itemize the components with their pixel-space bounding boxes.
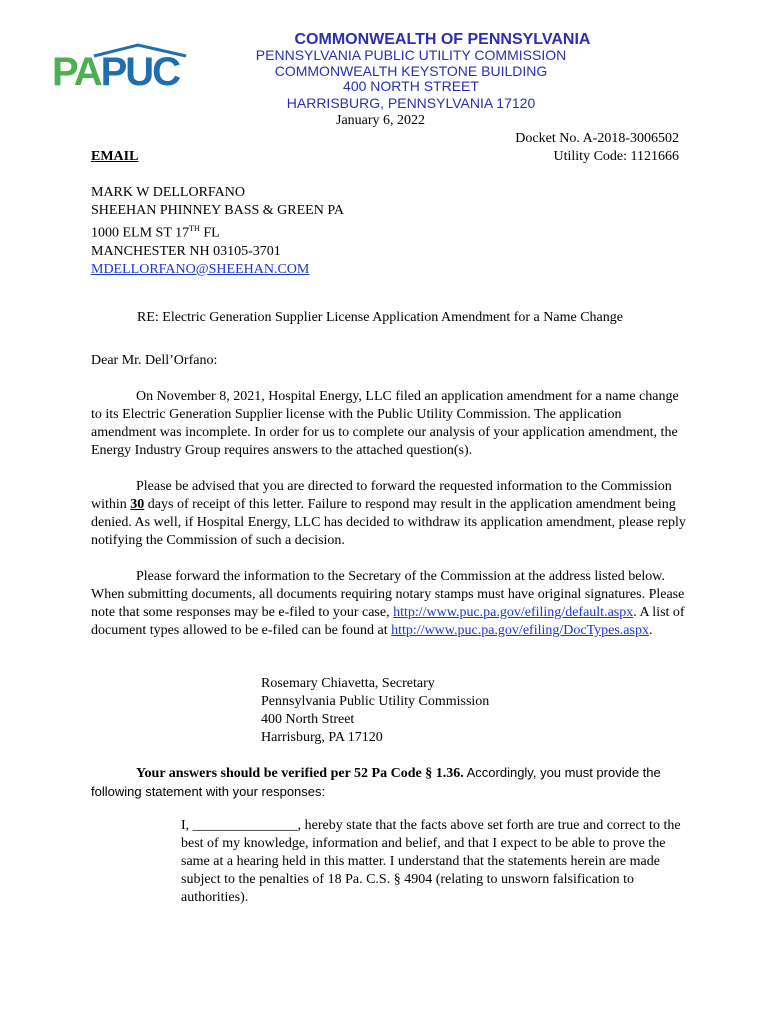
re-line: RE: Electric Generation Supplier License Application Amendment for a Name Change	[137, 310, 623, 325]
paragraph-submission-text	[91, 568, 686, 640]
secretary-city: Harrisburg, PA 17120	[261, 730, 383, 745]
efiling-link[interactable]: http://www.puc.pa.gov/efiling/default.aspx	[393, 605, 634, 620]
street-floor: FL	[199, 225, 220, 241]
paragraph-filing-text: On November 8, 2021, Hospital Energy, LLC filed an application amendment for a name change to its Electric Generation Supplier license with the Public Utility Commission. The application amendment was incomplete. In order for us to complete our analysis of your application amendment, the Energy Industry Group requires answers to the attached question(s).	[91, 389, 679, 458]
doctypes-link[interactable]: http://www.puc.pa.gov/efiling/DocTypes.aspx	[391, 623, 649, 638]
secretary-street: 400 North Street	[261, 712, 355, 727]
recipient-street	[91, 220, 344, 243]
paragraph-filing	[91, 388, 686, 460]
paragraph-deadline	[91, 478, 686, 550]
header-line-city: HARRISBURG, PENNSYLVANIA 17120	[286, 95, 536, 111]
submission-text-end: .	[648, 623, 653, 638]
letter-date: January 6, 2022	[336, 113, 426, 128]
paragraph-submission	[91, 568, 686, 640]
header-line-commission: PENNSYLVANIA PUBLIC UTILITY COMMISSION	[255, 47, 567, 63]
logo-pa: PA	[52, 50, 101, 94]
secretary-address	[261, 675, 489, 747]
secretary-org: Pennsylvania Public Utility Commission	[261, 694, 490, 709]
recipient-city: MANCHESTER NH 03105-3701	[91, 243, 281, 259]
recipient-email-link[interactable]: MDELLORFANO@SHEEHAN.COM	[91, 261, 310, 277]
verification-bold: Your answers should be verified per 52 Pa Code § 1.36.	[136, 766, 464, 781]
utility-code: Utility Code: 1121666	[553, 149, 679, 164]
deadline-text-before: Please be advised that you are directed to forward the requested information to the Commission within	[91, 479, 672, 512]
recipient-address	[91, 184, 344, 279]
deadline-text-after: days of receipt of this letter. Failure to respond may result in the application amendment being denied. As well, if Hospital Energy, LLC has decided to withdraw its application amendment, please reply notifying the Commission of such a decision.	[91, 497, 686, 548]
submission-text-middle: . A list of document types allowed to be e-filed can be found at	[91, 605, 685, 638]
deadline-days: 30	[130, 497, 145, 512]
secretary-name: Rosemary Chiavetta, Secretary	[261, 676, 435, 691]
submission-text-before: Please forward the information to the Secretary of the Commission at the address listed below. When submitting documents, all documents requiring notary stamps must have original signatures. Please note that some responses may be e-filed to your case,	[91, 569, 685, 620]
sworn-statement: I, _______________, hereby state that the facts above set forth are true and correct to the best of my knowledge, information and belief, and that I expect to be able to prove the same at a hearing held in this matter. I understand that the statements herein are made subject to the penalties of 18 Pa. C.S. § 4904 (relating to unsworn falsification to authorities).	[181, 818, 681, 905]
verification-rest: Accordingly, you must provide the following statement with your responses:	[91, 765, 661, 799]
logo-puc: PUC	[100, 50, 180, 94]
salutation: Dear Mr. Dell’Orfano:	[91, 353, 218, 368]
street-number: 1000 ELM ST 17	[91, 225, 190, 241]
header-line-street: 400 NORTH STREET	[343, 78, 479, 94]
email-label: EMAIL	[91, 149, 139, 164]
commonwealth-title: COMMONWEALTH OF PENNSYLVANIA	[294, 31, 591, 48]
recipient-name: MARK W DELLORFANO	[91, 185, 246, 200]
paragraph-deadline-text	[91, 478, 686, 550]
street-superscript: TH	[189, 224, 200, 233]
verification-paragraph	[91, 764, 686, 802]
verification-text	[91, 764, 686, 802]
docket-number: Docket No. A-2018-3006502	[515, 131, 679, 146]
recipient-firm: SHEEHAN PHINNEY BASS & GREEN PA	[91, 203, 344, 218]
header-line-building: COMMONWEALTH KEYSTONE BUILDING	[274, 63, 548, 79]
